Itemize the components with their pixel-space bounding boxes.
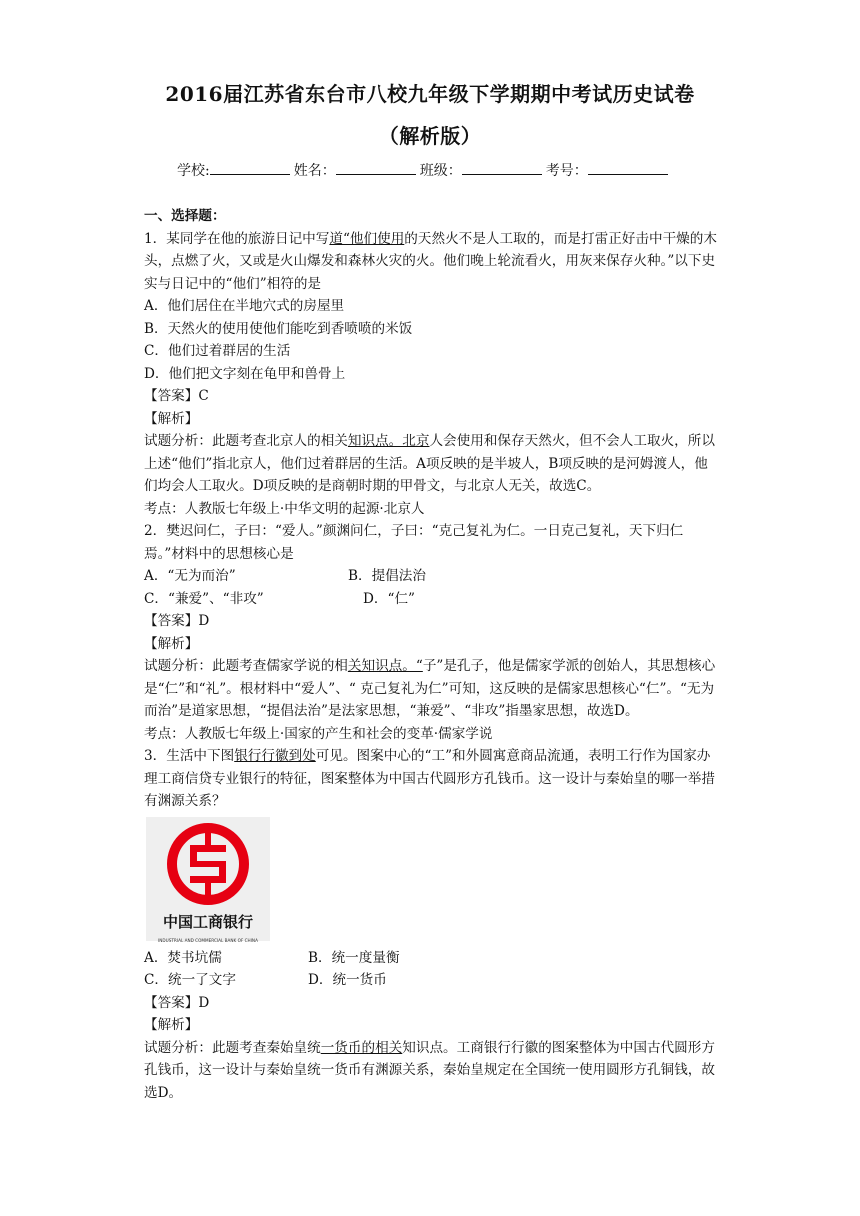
exam-title: 2016届江苏省东台市八校九年级下学期期中考试历史试卷 bbox=[165, 82, 695, 106]
school-label: 学校: bbox=[177, 163, 210, 179]
q3-option-b: B．统一度量衡 bbox=[308, 949, 400, 966]
q3-stem-part-a: 3．生活中下图 bbox=[144, 748, 235, 764]
question-3-stem bbox=[144, 745, 718, 813]
name-blank bbox=[336, 160, 416, 175]
q3-options-row-2 bbox=[144, 969, 718, 992]
school-blank bbox=[210, 160, 290, 175]
q2-option-d: D．“仁” bbox=[363, 590, 415, 607]
exam-number-blank bbox=[588, 160, 668, 175]
q1-analysis-part-b: 人会使用和保存天然火，但不会人工取火，所以上述“他们”指北京人，他们过着群居的生活。A项反映的是半坡人，B项反映的是河姆渡人，他们均会人工取火。D项反映的是商朝时期的甲骨文，与北京人无关，故选C。 bbox=[144, 433, 715, 494]
q2-options-row-1 bbox=[144, 565, 718, 588]
q3-analysis-part-a: 试题分析：此题考查秦始皇统 bbox=[144, 1039, 321, 1056]
q1-stem-underlined: 道“他们使用 bbox=[329, 230, 405, 247]
q2-knowledge-point: 考点：人教版七年级上·国家的产生和社会的变革·儒家学说 bbox=[144, 725, 493, 742]
class-blank bbox=[462, 160, 542, 175]
class-label: 班级： bbox=[419, 163, 462, 179]
q2-answer: 【答案】D bbox=[144, 613, 210, 629]
q3-analysis-part-b: 知识点。工商银行行徽的图案整体为中国古代圆形方孔钱币，这一设计与秦始皇统一货币有渊源关系，秦始皇规定在全国统一使用圆形方孔铜钱，故选D。 bbox=[144, 1039, 715, 1101]
q2-options-row-2 bbox=[144, 588, 718, 611]
q1-option-b: B．天然火的使用使他们能吃到香喷喷的米饭 bbox=[144, 320, 413, 337]
icbc-emblem-icon bbox=[146, 817, 270, 911]
q3-answer: 【答案】D bbox=[144, 994, 210, 1011]
q3-stem-part-b: 可见。图案中心的“工”和外圆寓意商品流通，表明工行作为国家办理工商信贷专业银行的特征，图案整体为中国古代圆形方孔钱币。这一设计与秦始皇的哪一举措有渊源关系？ bbox=[144, 748, 715, 809]
q2-analysis-part-b: 子”是孔子，他是儒家学派的创始人，其思想核心是“仁”和“礼”。根材料中“爱人”、“ 克己复礼为仁”可知，这反映的是儒家思想核心“仁”。“无为而治”是道家思想，“提倡法治”是法家思想，“兼爱”、“非攻”指墨家思想，故选D。 bbox=[144, 658, 716, 719]
q1-analysis-underlined: 知识点。北京 bbox=[347, 433, 430, 449]
name-label: 姓名： bbox=[293, 163, 336, 179]
q2-analysis bbox=[144, 655, 718, 723]
q1-stem-part-a: 1．某同学在他的旅游日记中写 bbox=[144, 230, 330, 247]
icbc-logo-image bbox=[146, 817, 270, 941]
document-body bbox=[144, 205, 718, 1104]
q1-answer: 【答案】C bbox=[144, 388, 209, 404]
q3-option-c: C．统一了文字 bbox=[144, 972, 236, 988]
question-2-stem: 2．樊迟问仁，子曰：“爱人。”颜渊问仁，子曰：“克己复礼为仁。一日克己复礼，天下归仁焉。”材料中的思想核心是 bbox=[144, 523, 684, 562]
q2-analysis-underlined: 关知识点。“ bbox=[347, 658, 423, 674]
q2-option-a: A．“无为而治” bbox=[144, 568, 236, 584]
q3-analysis bbox=[144, 1037, 718, 1105]
icbc-logo-name-en: INDUSTRIAL AND COMMERCIAL BANK OF CHINA bbox=[158, 937, 258, 943]
q1-knowledge-point: 考点：人教版七年级上·中华文明的起源·北京人 bbox=[144, 500, 425, 517]
q1-analysis-part-a: 试题分析：此题考查北京人的相关 bbox=[144, 433, 348, 449]
q3-analysis-underlined: 一货币的相关 bbox=[320, 1039, 403, 1056]
q1-analysis bbox=[144, 430, 718, 498]
section-heading: 一、选择题： bbox=[144, 208, 226, 224]
q3-stem-underlined: 银行行徽到处 bbox=[234, 748, 316, 764]
icbc-logo-name-cn: 中国工商银行 bbox=[162, 912, 253, 931]
question-1-stem bbox=[144, 228, 718, 296]
q2-option-b: B．提倡法治 bbox=[348, 568, 426, 584]
q1-option-d: D．他们把文字刻在龟甲和兽骨上 bbox=[144, 365, 346, 382]
q3-option-d: D．统一货币 bbox=[308, 972, 387, 988]
q3-analysis-label: 【解析】 bbox=[144, 1017, 199, 1033]
q3-option-a: A．焚书坑儒 bbox=[144, 949, 222, 966]
q1-stem-part-b: 的天然火不是人工取的，而是打雷正好击中干燥的木头，点燃了火，又或是火山爆发和森林火灾的火。他们晚上轮流看火，用灰来保存火种。”以下史实与日记中的“他们”相符的是 bbox=[144, 230, 717, 292]
exam-number-label: 考号： bbox=[545, 163, 588, 179]
q1-option-a: A．他们居住在半地穴式的房屋里 bbox=[144, 298, 345, 314]
q1-analysis-label: 【解析】 bbox=[144, 410, 199, 427]
q2-analysis-part-a: 试题分析：此题考查儒家学说的相 bbox=[144, 658, 348, 674]
student-info-fields bbox=[177, 160, 672, 180]
q1-option-c: C．他们过着群居的生活 bbox=[144, 343, 291, 359]
q2-option-c: C．“兼爱”、“非攻” bbox=[144, 590, 264, 607]
exam-subtitle: （解析版） bbox=[378, 124, 482, 148]
q2-analysis-label: 【解析】 bbox=[144, 635, 199, 652]
